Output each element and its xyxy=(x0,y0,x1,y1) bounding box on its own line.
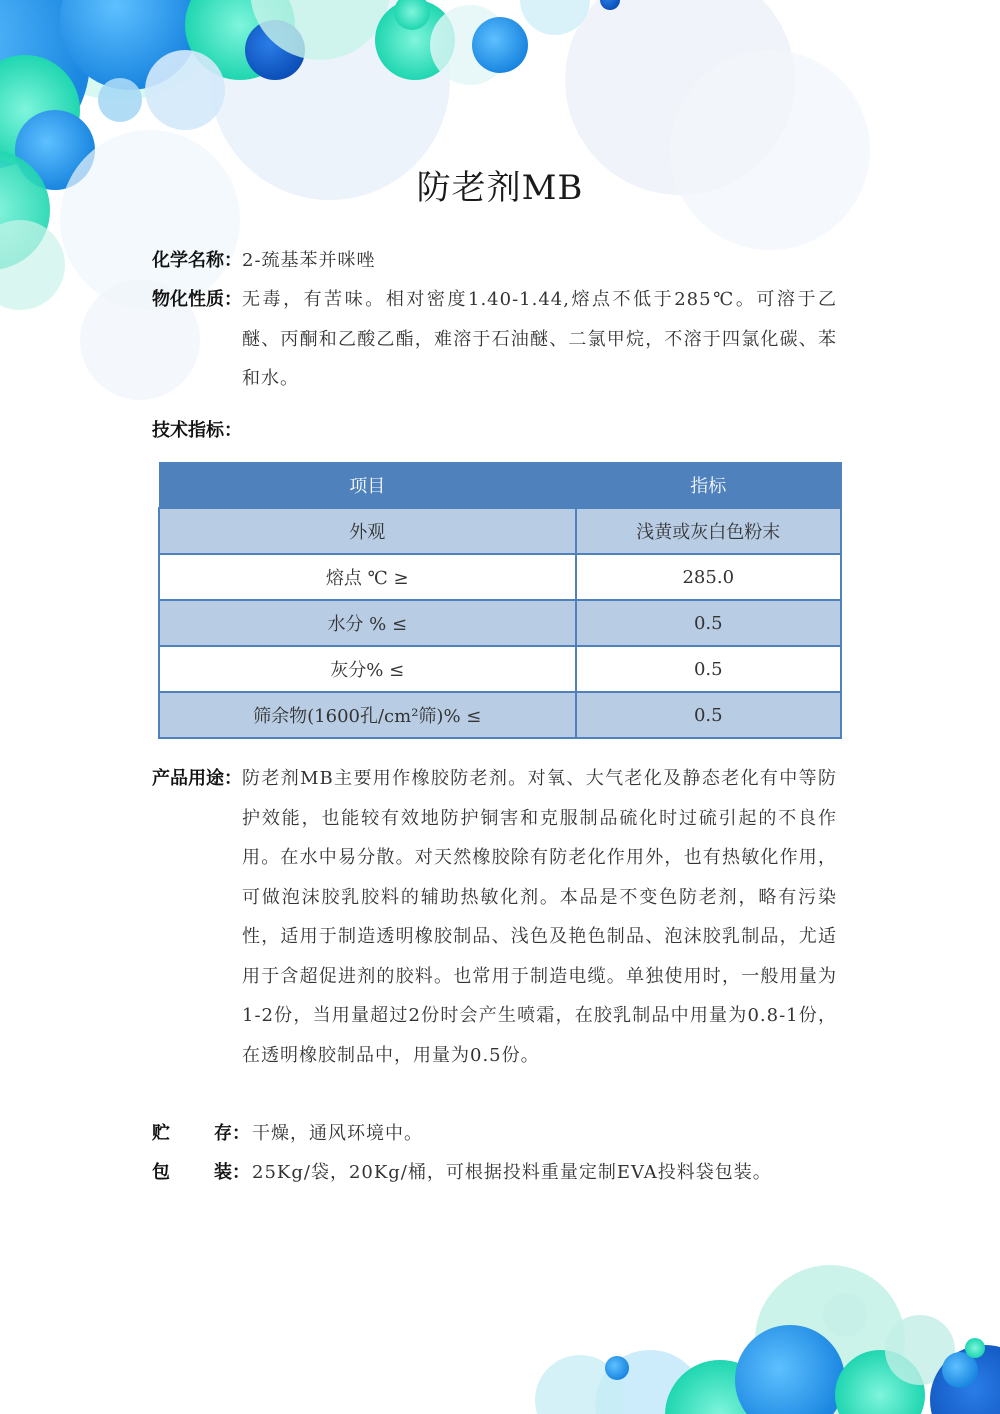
spec-item-cell: 灰分% ≤ xyxy=(159,646,576,692)
spec-value-cell: 0.5 xyxy=(576,692,841,738)
specs-label: 技术指标： xyxy=(152,420,242,441)
table-row xyxy=(159,600,841,646)
packaging-field xyxy=(152,1153,852,1193)
table-row xyxy=(159,554,841,600)
spec-value-cell: 0.5 xyxy=(576,646,841,692)
spec-header-item: 项目 xyxy=(159,463,576,509)
storage-label-char-1: 贮 xyxy=(152,1123,170,1144)
spec-item-cell: 筛余物(1600孔/cm²筛)% ≤ xyxy=(159,692,576,738)
table-row xyxy=(159,646,841,692)
spec-header-value: 指标 xyxy=(576,463,841,509)
storage-label xyxy=(152,1114,252,1154)
spec-value-cell: 浅黄或灰白色粉末 xyxy=(576,508,841,554)
packaging-value: 25Kg/袋，20Kg/桶，可根据投料重量定制EVA投料袋包装。 xyxy=(252,1162,772,1183)
properties-value: 无毒，有苦味。相对密度1.40-1.44,熔点不低于285℃。可溶于乙醚、丙酮和乙酸乙酯，难溶于石油醚、二氯甲烷，不溶于四氯化碳、苯和水。 xyxy=(242,289,837,389)
chemical-name-value: 2-巯基苯并咪唑 xyxy=(242,250,376,271)
storage-field xyxy=(152,1114,852,1154)
spec-value-cell: 285.0 xyxy=(576,554,841,600)
spec-table xyxy=(158,462,842,739)
spec-item-cell: 水分 % ≤ xyxy=(159,600,576,646)
page-title: 防老剂MB xyxy=(416,168,584,208)
spec-item-cell: 熔点 ℃ ≥ xyxy=(159,554,576,600)
chemical-name-label: 化学名称： xyxy=(152,250,242,271)
usage-value: 防老剂MB主要用作橡胶防老剂。对氧、大气老化及静态老化有中等防护效能，也能较有效地防护铜害和克服制品硫化时过硫引起的不良作用。在水中易分散。对天然橡胶除有防老化作用外，也有热敏化作用，可做泡沫胶乳胶料的辅助热敏化剂。本品是不变色防老剂，略有污染性，适用于制造透明橡胶制品、浅色及艳色制品、泡沫胶乳制品，尤适用于含超促进剂的胶料。也常用于制造电缆。单独使用时，一般用量为1-2份，当用量超过2份时会产生喷霜，在胶乳制品中用量为0.8-1份，在透明橡胶制品中，用量为0.5份。 xyxy=(242,768,837,1066)
spec-item-cell: 外观 xyxy=(159,508,576,554)
storage-value: 干燥，通风环境中。 xyxy=(252,1123,423,1144)
specs-heading xyxy=(152,411,852,451)
properties-field xyxy=(152,280,852,399)
usage-label: 产品用途： xyxy=(152,768,242,789)
packaging-label xyxy=(152,1153,252,1193)
spec-table-header-row xyxy=(159,463,841,509)
spec-value-cell: 0.5 xyxy=(576,600,841,646)
packaging-label-char-2: 装： xyxy=(214,1162,250,1183)
properties-label: 物化性质： xyxy=(152,289,242,310)
packaging-label-char-1: 包 xyxy=(152,1162,170,1183)
table-row xyxy=(159,508,841,554)
usage-field xyxy=(152,759,852,1075)
chemical-name-field xyxy=(152,241,852,281)
storage-label-char-2: 存： xyxy=(214,1123,250,1144)
table-row xyxy=(159,692,841,738)
